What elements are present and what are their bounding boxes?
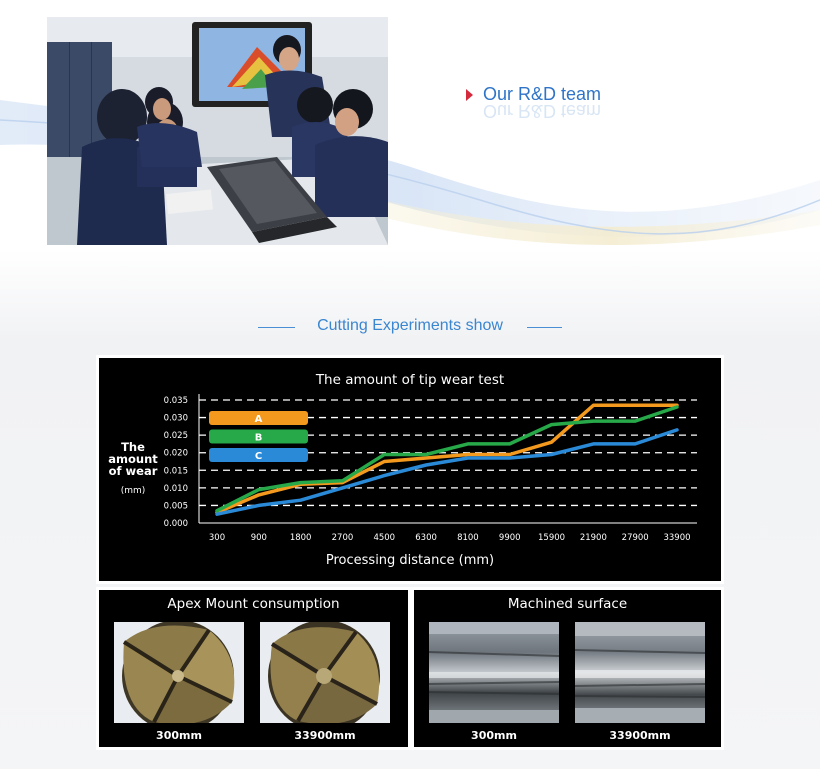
- surface-panel: [414, 590, 721, 747]
- x-tick-label: 1800: [289, 533, 312, 543]
- team-photo: [47, 17, 388, 245]
- surface-title: Machined surface: [507, 596, 628, 612]
- surface-caption-33900mm: 33900mm: [609, 729, 671, 742]
- y-tick-label: 0.030: [163, 413, 188, 424]
- surface-image-300mm: [429, 622, 559, 723]
- section-heading-text: Cutting Experiments show: [317, 317, 503, 334]
- x-tick-label: 8100: [457, 533, 479, 543]
- y-axis-label-line-3: of wear: [108, 464, 158, 478]
- arrow-right-icon: [466, 89, 473, 101]
- x-tick-label: 300: [208, 533, 226, 543]
- y-tick-label: 0.025: [163, 431, 188, 442]
- surface-caption-300mm: 300mm: [471, 729, 517, 742]
- section-heading-line-right: [527, 327, 562, 328]
- y-tick-label: 0.020: [163, 448, 188, 459]
- legend-label-b: B: [254, 432, 263, 444]
- x-tick-label: 33900: [663, 533, 691, 543]
- x-tick-label: 21900: [579, 533, 607, 543]
- apex-caption-33900mm: 33900mm: [294, 729, 356, 742]
- y-axis-label-line-1: The: [121, 440, 145, 454]
- x-tick-label: 6300: [415, 533, 437, 543]
- apex-title: Apex Mount consumption: [167, 596, 340, 612]
- x-tick-label: 9900: [498, 533, 521, 543]
- x-axis-label: Processing distance (mm): [325, 553, 495, 568]
- y-tick-label: 0.015: [163, 466, 188, 477]
- y-tick-label: 0.010: [163, 483, 188, 494]
- wear-chart: [99, 358, 721, 581]
- wear-chart-panel: [99, 358, 721, 581]
- apex-caption-300mm: 300mm: [156, 729, 202, 742]
- apex-image-300mm: [114, 622, 244, 723]
- section-heading: [258, 317, 562, 337]
- surface-image-33900mm: [575, 622, 705, 723]
- y-tick-label: 0.005: [163, 501, 188, 512]
- x-tick-label: 27900: [621, 533, 649, 543]
- x-tick-label: 900: [250, 533, 267, 543]
- x-tick-label: 2700: [331, 533, 354, 543]
- chart-title: The amount of tip wear test: [315, 372, 505, 388]
- y-axis-unit: (mm): [120, 486, 146, 496]
- y-tick-label: 0.000: [163, 519, 188, 529]
- legend-label-a: A: [254, 414, 263, 425]
- legend-label-c: C: [254, 451, 263, 462]
- y-axis-label-line-2: amount: [108, 452, 158, 466]
- apex-image-33900mm: [260, 622, 390, 723]
- y-tick-label: 0.035: [163, 396, 188, 406]
- rd-team-title: Our R&D team: [483, 84, 602, 104]
- x-tick-label: 4500: [373, 533, 396, 543]
- x-tick-label: 15900: [538, 533, 566, 543]
- rd-team-title-reflection: Our R&D team: [483, 101, 602, 121]
- apex-panel: [99, 590, 408, 747]
